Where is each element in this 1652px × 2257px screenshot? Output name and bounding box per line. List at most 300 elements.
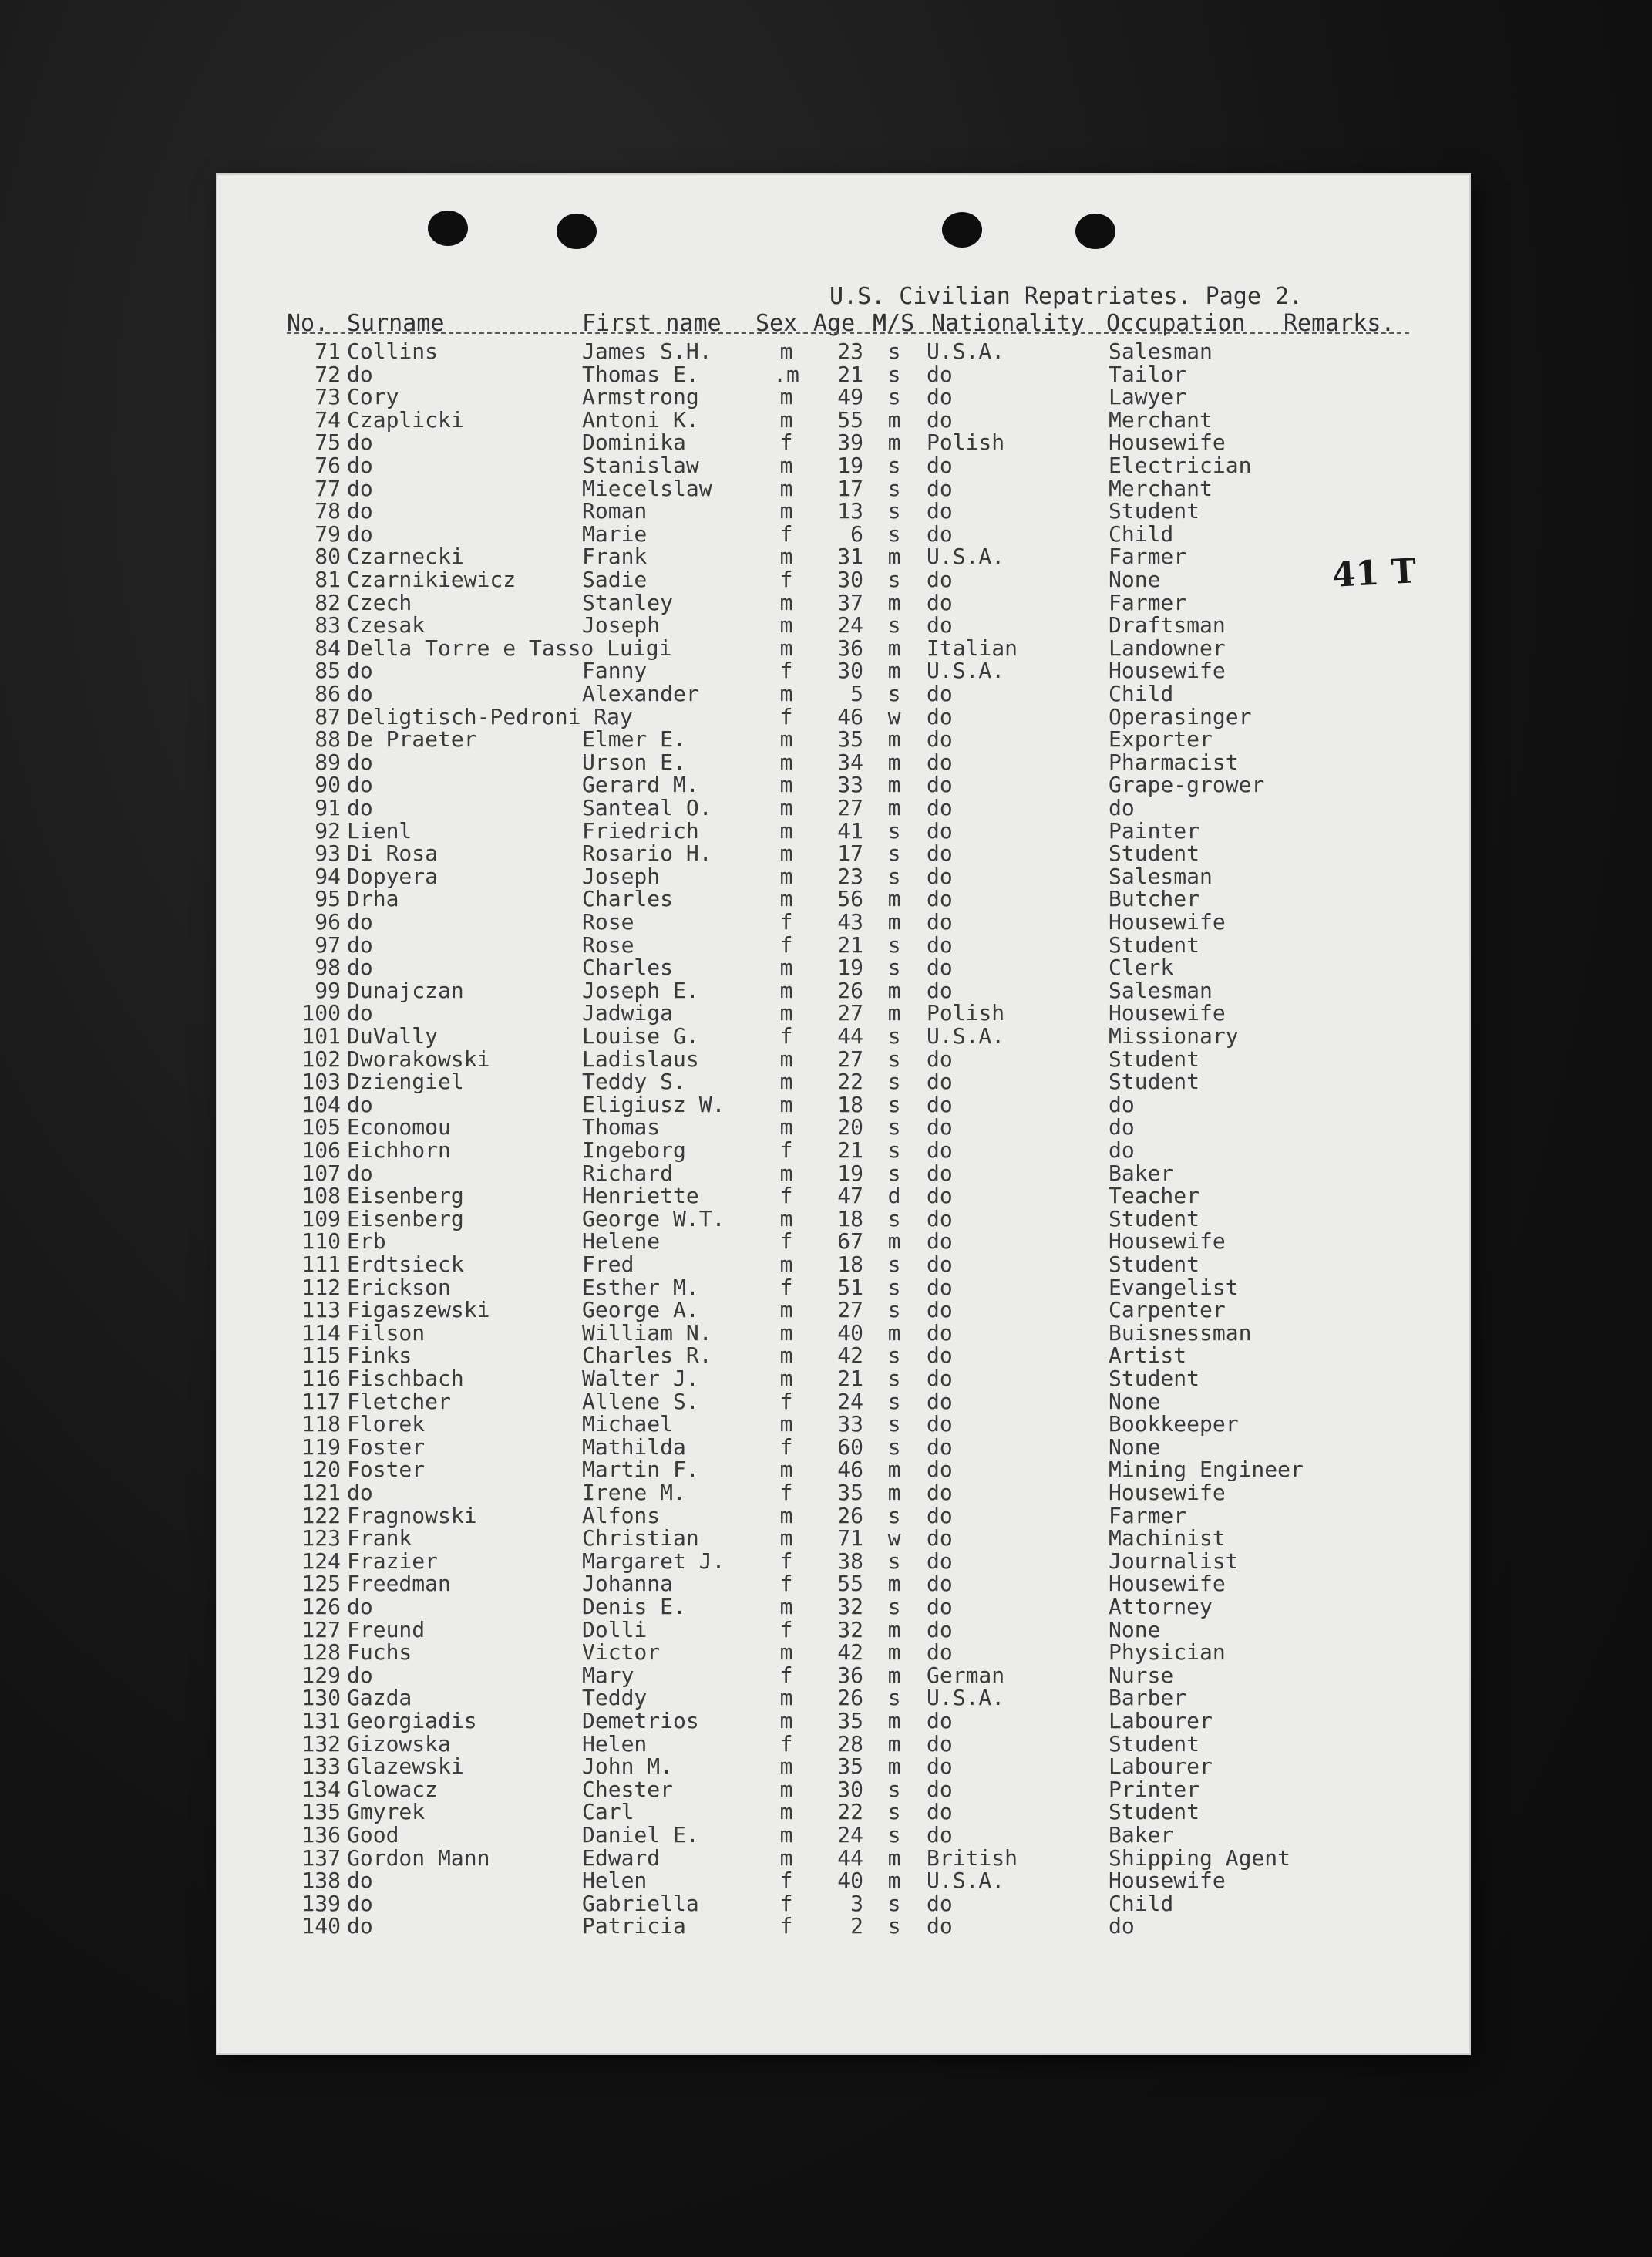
table-row (216, 1433, 1471, 1460)
cell-sex: f (779, 1274, 793, 1300)
cell-nationality: do (927, 1525, 953, 1551)
cell-nationality: Polish (927, 1000, 1005, 1026)
cell-age: 32 (837, 1616, 863, 1642)
cell-surname: Fletcher (347, 1388, 451, 1414)
cell-sex: f (779, 1730, 793, 1757)
cell-sex: m (779, 749, 793, 775)
cell-first-name: Charles (582, 955, 674, 981)
cell-occupation: None (1109, 1433, 1161, 1460)
cell-first-name: Charles R. (582, 1342, 712, 1369)
cell-occupation: Farmer (1109, 544, 1187, 570)
cell-sex: m (779, 1205, 793, 1231)
cell-age: 21 (837, 1137, 863, 1163)
table-row (216, 1686, 1471, 1709)
table-row (216, 1504, 1471, 1527)
cell-marital-status: m (887, 658, 901, 684)
cell-nationality: Italian (927, 635, 1018, 661)
cell-sex: m (779, 1525, 793, 1551)
cell-marital-status: m (887, 749, 901, 775)
cell-nationality: do (927, 1069, 953, 1095)
cell-age: 21 (837, 931, 863, 958)
cell-first-name: Margaret J. (582, 1548, 725, 1574)
cell-sex: f (779, 1228, 793, 1255)
cell-first-name: Louise G. (582, 1023, 699, 1049)
cell-marital-status: w (887, 703, 901, 729)
cell-row-number: 72 (315, 361, 341, 387)
table-row (216, 1299, 1471, 1321)
cell-first-name: John M. (582, 1753, 674, 1780)
cell-age: 23 (837, 863, 863, 889)
cell-occupation: Farmer (1109, 589, 1187, 615)
cell-nationality: do (927, 726, 953, 753)
cell-occupation: Grape-grower (1109, 772, 1265, 798)
cell-row-number: 98 (315, 955, 341, 981)
cell-marital-status: s (887, 1091, 901, 1117)
cell-occupation: Labourer (1109, 1708, 1213, 1733)
cell-nationality: do (927, 1639, 953, 1666)
cell-first-name: Stanley (582, 589, 674, 615)
cell-first-name: Joseph (582, 863, 661, 889)
cell-occupation: Merchant (1109, 475, 1213, 501)
cell-nationality: do (927, 1708, 953, 1733)
cell-occupation: Pharmacist (1109, 749, 1239, 775)
cell-row-number: 110 (301, 1228, 341, 1255)
cell-sex: m (779, 726, 793, 753)
cell-surname: Della Torre e Tasso Luigi (347, 635, 672, 661)
cell-sex: m (779, 612, 793, 638)
table-row (216, 1093, 1471, 1116)
cell-surname: Freedman (347, 1571, 451, 1597)
cell-sex: m (779, 1366, 793, 1391)
table-row (216, 1824, 1471, 1846)
cell-occupation: Operasinger (1109, 703, 1252, 729)
table-row (216, 477, 1471, 500)
cell-nationality: do (927, 909, 953, 935)
cell-marital-status: s (887, 453, 901, 478)
cell-surname: do (347, 1662, 373, 1688)
cell-occupation: Student (1109, 1366, 1200, 1391)
cell-nationality: do (927, 1822, 953, 1848)
cell-first-name: Fanny (582, 658, 648, 684)
cell-row-number: 89 (315, 749, 341, 775)
cell-row-number: 78 (315, 498, 341, 524)
cell-age: 60 (837, 1433, 863, 1460)
cell-nationality: do (927, 681, 953, 706)
cell-surname: Dworakowski (347, 1046, 490, 1072)
cell-first-name: Mathilda (582, 1433, 686, 1460)
cell-row-number: 135 (301, 1799, 341, 1825)
cell-marital-status: s (887, 817, 901, 844)
cell-row-number: 121 (301, 1480, 341, 1505)
cell-nationality: do (927, 1319, 953, 1346)
cell-first-name: Joseph E. (582, 977, 699, 1003)
cell-row-number: 95 (315, 886, 341, 912)
cell-surname: do (347, 955, 373, 981)
table-row (216, 1253, 1471, 1275)
cell-marital-status: s (887, 361, 901, 387)
cell-age: 39 (837, 430, 863, 456)
table-row (216, 1527, 1471, 1549)
cell-surname: Erb (347, 1228, 386, 1255)
table-row (216, 1481, 1471, 1504)
cell-first-name: Alexander (582, 681, 699, 706)
cell-sex: m (779, 1502, 793, 1528)
column-header-age: Age (813, 310, 856, 337)
cell-marital-status: s (887, 863, 901, 889)
table-row (216, 1778, 1471, 1801)
cell-marital-status: s (887, 1114, 901, 1140)
table-row (216, 840, 1471, 867)
cell-occupation: Printer (1109, 1776, 1200, 1802)
cell-marital-status: s (887, 1366, 901, 1391)
cell-nationality: do (927, 1366, 953, 1391)
cell-occupation: Painter (1109, 817, 1200, 844)
cell-row-number: 80 (315, 544, 341, 570)
cell-age: 18 (837, 1251, 863, 1277)
cell-age: 51 (837, 1274, 863, 1300)
cell-row-number: 99 (315, 977, 341, 1003)
cell-occupation: Attorney (1109, 1594, 1213, 1619)
cell-occupation: Child (1109, 1890, 1174, 1916)
cell-first-name: Thomas (582, 1114, 661, 1140)
cell-row-number: 126 (301, 1594, 341, 1619)
cell-nationality: do (927, 817, 953, 844)
cell-row-number: 90 (315, 772, 341, 798)
cell-surname: Dziengiel (347, 1069, 464, 1095)
cell-first-name: Antoni K. (582, 406, 699, 433)
cell-sex: f (779, 909, 793, 935)
cell-marital-status: m (887, 1730, 901, 1757)
cell-first-name: Esther M. (582, 1274, 699, 1300)
cell-marital-status: s (887, 1137, 901, 1163)
table-row (216, 363, 1471, 386)
cell-nationality: do (927, 931, 953, 958)
cell-occupation: Journalist (1109, 1548, 1239, 1574)
cell-sex: m (779, 1822, 793, 1848)
cell-age: 38 (837, 1548, 863, 1574)
cell-nationality: German (927, 1662, 1005, 1688)
cell-occupation: Carpenter (1109, 1297, 1226, 1323)
cell-row-number: 106 (301, 1137, 341, 1163)
cell-occupation: Housewife (1109, 909, 1226, 935)
cell-first-name: Victor (582, 1639, 661, 1666)
cell-surname: Lienl (347, 817, 412, 844)
cell-marital-status: m (887, 1844, 901, 1871)
cell-age: 19 (837, 453, 863, 478)
table-row (216, 500, 1471, 522)
punch-hole-1 (428, 211, 468, 246)
cell-age: 13 (837, 498, 863, 524)
cell-surname: De Praeter (347, 726, 477, 753)
table-row (216, 1139, 1471, 1161)
cell-surname: do (347, 772, 373, 798)
cell-sex: f (779, 1571, 793, 1597)
cell-surname: Frank (347, 1525, 412, 1551)
cell-row-number: 113 (301, 1297, 341, 1323)
punch-hole-3 (942, 212, 982, 248)
cell-sex: m (779, 339, 793, 364)
cell-row-number: 92 (315, 817, 341, 844)
cell-sex: m (779, 544, 793, 570)
cell-first-name: Daniel E. (582, 1822, 699, 1848)
cell-nationality: do (927, 1342, 953, 1369)
cell-marital-status: s (887, 1890, 901, 1916)
table-row (216, 1070, 1471, 1093)
table-row (216, 1184, 1471, 1207)
cell-occupation: Electrician (1109, 453, 1252, 478)
cell-row-number: 107 (301, 1160, 341, 1186)
table-row (216, 931, 1471, 958)
cell-nationality: U.S.A. (927, 339, 1005, 364)
cell-marital-status: m (887, 544, 901, 570)
cell-row-number: 129 (301, 1662, 341, 1688)
cell-surname: Di Rosa (347, 840, 439, 867)
cell-age: 44 (837, 1844, 863, 1871)
table-row (216, 703, 1471, 729)
cell-nationality: do (927, 453, 953, 478)
cell-age: 40 (837, 1319, 863, 1346)
cell-nationality: do (927, 1183, 953, 1209)
cell-marital-status: m (887, 1616, 901, 1642)
cell-marital-status: s (887, 1069, 901, 1095)
cell-sex: f (779, 1662, 793, 1688)
cell-row-number: 73 (315, 384, 341, 410)
cell-first-name: Ladislaus (582, 1046, 699, 1072)
cell-surname: do (347, 430, 373, 456)
cell-occupation: Draftsman (1109, 612, 1226, 638)
table-row (216, 430, 1471, 456)
cell-sex: m (779, 1160, 793, 1186)
cell-surname: do (347, 520, 373, 547)
cell-occupation: Child (1109, 520, 1174, 547)
cell-sex: m (779, 795, 793, 820)
cell-sex: m (779, 1411, 793, 1437)
cell-surname: Cory (347, 384, 399, 410)
cell-sex: m (779, 1776, 793, 1802)
cell-first-name: Armstrong (582, 384, 699, 410)
cell-occupation: Barber (1109, 1685, 1187, 1711)
cell-marital-status: s (887, 931, 901, 958)
cell-age: 18 (837, 1091, 863, 1117)
cell-marital-status: m (887, 795, 901, 820)
cell-surname: do (347, 1091, 373, 1117)
cell-first-name: Helen (582, 1730, 648, 1757)
table-row (216, 1595, 1471, 1618)
cell-marital-status: m (887, 1868, 901, 1894)
cell-marital-status: m (887, 909, 901, 935)
cell-row-number: 74 (315, 406, 341, 433)
cell-surname: Erdtsieck (347, 1251, 464, 1277)
cell-first-name: Gerard M. (582, 772, 699, 798)
cell-surname: Fischbach (347, 1366, 464, 1391)
cell-occupation: do (1109, 1091, 1135, 1117)
cell-first-name: Frank (582, 544, 648, 570)
cell-surname: do (347, 498, 373, 524)
cell-row-number: 84 (315, 635, 341, 661)
cell-age: 19 (837, 1160, 863, 1186)
cell-first-name: James S.H. (582, 339, 712, 364)
cell-surname: do (347, 1160, 373, 1186)
cell-marital-status: s (887, 1799, 901, 1825)
cell-nationality: do (927, 1457, 953, 1483)
cell-sex: m (779, 589, 793, 615)
cell-marital-status: m (887, 1000, 901, 1026)
cell-sex: m (779, 840, 793, 867)
cell-surname: do (347, 795, 373, 820)
cell-nationality: do (927, 863, 953, 889)
cell-row-number: 76 (315, 453, 341, 478)
cell-sex: f (779, 1890, 793, 1916)
cell-age: 32 (837, 1594, 863, 1619)
cell-first-name: Edward (582, 1844, 661, 1871)
cell-surname: Deligtisch-Pedroni Ray (347, 703, 633, 729)
cell-surname: Freund (347, 1616, 426, 1642)
cell-age: 47 (837, 1183, 863, 1209)
cell-age: 22 (837, 1799, 863, 1825)
cell-first-name: Mary (582, 1662, 634, 1688)
punch-hole-4 (1075, 214, 1115, 249)
cell-marital-status: m (887, 772, 901, 798)
cell-marital-status: s (887, 498, 901, 524)
cell-age: 34 (837, 749, 863, 775)
cell-nationality: U.S.A. (927, 1023, 1005, 1049)
cell-age: 28 (837, 1730, 863, 1757)
cell-age: 6 (850, 520, 863, 547)
cell-nationality: do (927, 977, 953, 1003)
table-row (216, 956, 1471, 979)
cell-nationality: do (927, 1228, 953, 1255)
cell-nationality: do (927, 955, 953, 981)
cell-surname: Glowacz (347, 1776, 439, 1802)
cell-marital-status: m (887, 635, 901, 661)
cell-age: 43 (837, 909, 863, 935)
cell-sex: .m (773, 361, 799, 387)
cell-nationality: do (927, 1046, 953, 1072)
table-row (216, 1048, 1471, 1070)
cell-age: 35 (837, 1753, 863, 1780)
cell-first-name: Fred (582, 1251, 634, 1277)
cell-sex: f (779, 658, 793, 684)
cell-sex: m (779, 886, 793, 912)
cell-surname: Economou (347, 1114, 451, 1140)
cell-sex: f (779, 1913, 793, 1939)
cell-surname: Foster (347, 1433, 426, 1460)
cell-sex: m (779, 1069, 793, 1095)
cell-surname: do (347, 749, 373, 775)
cell-surname: do (347, 931, 373, 958)
cell-occupation: Labourer (1109, 1753, 1213, 1780)
cell-surname: Czarnikiewicz (347, 567, 516, 592)
table-row (216, 979, 1471, 1002)
cell-first-name: George W.T. (582, 1205, 725, 1231)
cell-nationality: U.S.A. (927, 1685, 1005, 1711)
punch-hole-2 (557, 214, 597, 249)
table-row (216, 1639, 1471, 1666)
table-row (216, 520, 1471, 547)
cell-nationality: do (927, 1571, 953, 1597)
document-sheet (216, 173, 1471, 2055)
cell-age: 23 (837, 339, 863, 364)
cell-age: 49 (837, 384, 863, 410)
table-row (216, 1753, 1471, 1780)
cell-row-number: 115 (301, 1342, 341, 1369)
cell-marital-status: m (887, 1571, 901, 1597)
cell-sex: m (779, 1000, 793, 1026)
cell-marital-status: d (887, 1183, 901, 1209)
cell-row-number: 96 (315, 909, 341, 935)
cell-sex: m (779, 955, 793, 981)
cell-surname: Filson (347, 1319, 426, 1346)
cell-sex: m (779, 1319, 793, 1346)
cell-first-name: Martin F. (582, 1457, 699, 1483)
cell-row-number: 93 (315, 840, 341, 867)
cell-sex: m (779, 1708, 793, 1733)
cell-row-number: 77 (315, 475, 341, 501)
cell-nationality: do (927, 589, 953, 615)
cell-nationality: do (927, 840, 953, 867)
cell-sex: f (779, 1616, 793, 1642)
column-header-first-name: First name (582, 310, 722, 337)
cell-age: 18 (837, 1205, 863, 1231)
cell-marital-status: s (887, 681, 901, 706)
cell-marital-status: m (887, 726, 901, 753)
cell-marital-status: m (887, 1753, 901, 1780)
cell-row-number: 94 (315, 863, 341, 889)
cell-first-name: Walter J. (582, 1366, 699, 1391)
column-header-occupation: Occupation (1106, 310, 1246, 337)
cell-sex: m (779, 406, 793, 433)
cell-row-number: 79 (315, 520, 341, 547)
cell-row-number: 125 (301, 1571, 341, 1597)
cell-nationality: do (927, 1480, 953, 1505)
cell-row-number: 132 (301, 1730, 341, 1757)
cell-age: 24 (837, 612, 863, 638)
cell-surname: Dopyera (347, 863, 439, 889)
cell-first-name: Johanna (582, 1571, 674, 1597)
cell-sex: f (779, 1137, 793, 1163)
cell-row-number: 119 (301, 1433, 341, 1460)
cell-age: 24 (837, 1388, 863, 1414)
cell-surname: Drha (347, 886, 399, 912)
table-row (216, 1228, 1471, 1255)
cell-sex: m (779, 1753, 793, 1780)
cell-nationality: do (927, 520, 953, 547)
cell-marital-status: s (887, 1502, 901, 1528)
cell-occupation: Student (1109, 931, 1200, 958)
cell-first-name: Urson E. (582, 749, 686, 775)
cell-surname: Gmyrek (347, 1799, 426, 1825)
cell-occupation: Evangelist (1109, 1274, 1239, 1300)
cell-age: 37 (837, 589, 863, 615)
cell-surname: Eisenberg (347, 1205, 464, 1231)
cell-marital-status: s (887, 520, 901, 547)
cell-first-name: Dolli (582, 1616, 648, 1642)
cell-row-number: 117 (301, 1388, 341, 1414)
cell-surname: Czaplicki (347, 406, 464, 433)
cell-surname: Georgiadis (347, 1708, 477, 1733)
cell-occupation: do (1109, 795, 1135, 820)
cell-occupation: Salesman (1109, 977, 1213, 1003)
table-row (216, 1572, 1471, 1595)
cell-occupation: Student (1109, 1069, 1200, 1095)
cell-nationality: do (927, 475, 953, 501)
table-row (216, 773, 1471, 796)
table-row (216, 911, 1471, 933)
column-header-sex: Sex (755, 310, 798, 337)
cell-row-number: 85 (315, 658, 341, 684)
cell-marital-status: m (887, 1319, 901, 1346)
cell-occupation: Shipping Agent (1109, 1844, 1291, 1871)
